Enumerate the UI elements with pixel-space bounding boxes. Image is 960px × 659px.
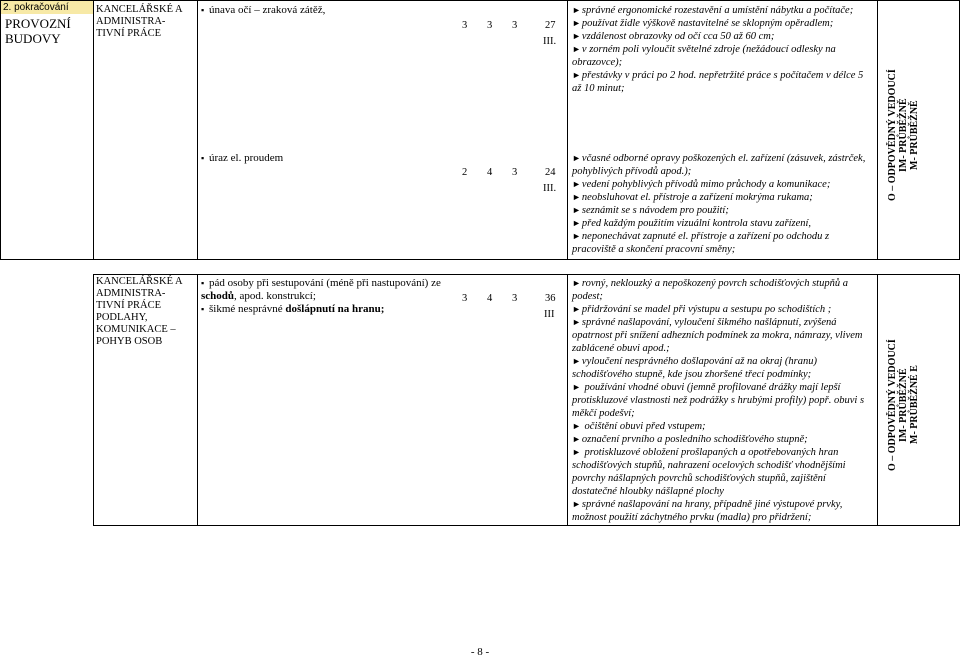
square-bullet-icon: ▪: [201, 153, 205, 163]
score-probability: 3: [462, 20, 468, 31]
workplace-line: KANCELÁŘSKÉ A: [96, 4, 183, 15]
col-divider-2b: [197, 274, 198, 525]
hazard-item: [201, 277, 445, 316]
hazard-text: šikmé nesprávné: [209, 303, 286, 315]
hazard-text: únava očí – zraková zátěž,: [209, 4, 326, 16]
responsible-line: O – ODPOVĚDNÝ VEDOUCÍ: [887, 69, 898, 201]
measure-item: ► vzdálenost obrazovky od očí cca 50 až 60 cm;: [572, 30, 870, 43]
workplace-2: [96, 276, 196, 348]
responsible-line: M- PRŮBĚŽNĚ: [909, 100, 920, 170]
score-severity: 4: [487, 167, 493, 178]
workplace-line: KANCELÁŘSKÉ A: [96, 276, 183, 287]
square-bullet-icon: ▪: [201, 5, 205, 15]
measure-item: ► správné našlapování, vyloučení šikmého našlápnutí, zvýšená opatrnost při snížení adhezních podmínek za mokra, námrazy, vlivem zablácené obuvi apod.;: [572, 316, 872, 355]
responsible-2: [887, 330, 920, 480]
risk-category: III.: [543, 36, 557, 47]
hazard-text: , apod. konstrukcí;: [234, 290, 316, 302]
hazard-item: [201, 152, 451, 165]
measure-item: ► správné našlapování na hrany, případně jiné výstupové prvky, možnost použití záchytného prvku (madla) pro přidržení;: [572, 498, 872, 524]
score-exposure: 3: [512, 167, 518, 178]
score-total: 36: [545, 293, 556, 304]
hazard-line: [201, 277, 445, 303]
measure-item: ► seznámit se s návodem pro použití;: [572, 204, 870, 217]
table-2-bottom-border: [93, 525, 960, 526]
measure-item: ► rovný, neklouzký a nepoškozený povrch schodišťových stupňů a podest;: [572, 277, 872, 303]
workplace-line: TIVNÍ PRÁCE: [96, 28, 162, 39]
hazard-text: pád osoby při sestupování (méně při nastupování) ze: [209, 277, 441, 289]
workplace-line: PODLAHY,: [96, 312, 148, 323]
measure-item: ► přidržování se madel při výstupu a sestupu po schodištích ;: [572, 303, 872, 316]
score-severity: 4: [487, 293, 493, 304]
measure-item: ► vyloučení nesprávného došlapování až na okraj (hranu) schodišťového stupně, kde jsou zhoršené třecí podmínky;: [572, 355, 872, 381]
measure-item: ► používat židle výškově nastavitelné se sklopným opěradlem;: [572, 17, 870, 30]
measure-item: ► očištění obuvi před vstupem;: [572, 420, 872, 433]
measure-item: ► označení prvního a posledního schodišťového stupně;: [572, 433, 872, 446]
hazard-text: úraz el. proudem: [209, 152, 284, 164]
score-probability: 3: [462, 293, 468, 304]
measure-item: ► používání vhodné obuvi (jemně profilované drážky mají lepší protiskluzové vlastnosti než podrážky s hrubými profily) popř. obuvi s měkčí podešví;: [572, 381, 872, 420]
hazard-text-bold: schodů: [201, 290, 235, 302]
workplace-line: ADMINISTRA-: [96, 16, 166, 27]
score-exposure: 3: [512, 20, 518, 31]
score-total: 24: [545, 167, 556, 178]
measures-list-1: [572, 4, 870, 95]
measures-list-3: [572, 277, 872, 524]
table-1-top-border: [0, 0, 960, 1]
workplace-line: POHYB OSOB: [96, 336, 163, 347]
risk-category: III.: [543, 183, 557, 194]
page-number: - 8 -: [470, 646, 490, 658]
col-divider-3: [567, 0, 568, 259]
col-divider-3b: [567, 274, 568, 525]
workplace-line: TIVNÍ PRÁCE: [96, 300, 162, 311]
area-label: 2. pokračování: [3, 2, 69, 13]
measure-item: ► neponechávat zapnuté el. přístroje a zařízení po odchodu z pracoviště a skončení pracovní směny;: [572, 230, 870, 256]
col-divider-1: [93, 0, 94, 259]
measure-item: ► v zorném poli vyloučit světelné zdroje (nežádoucí odlesky na obrazovce);: [572, 43, 870, 69]
measure-item: ► protiskluzové obložení prošlapaných a opotřebovaných hran schodišťových stupňů, nahrazení ocelových schodišť vhodnějšími povrchy nášlapných povrchů schodišťových stupňů, zajištění dostatečné hloubky nášlapné plochy: [572, 446, 872, 498]
square-bullet-icon: ▪: [201, 278, 205, 288]
col-divider-2: [197, 0, 198, 259]
responsible-1: [887, 60, 920, 210]
workplace-line: ADMINISTRA-: [96, 288, 166, 299]
score-total: 27: [545, 20, 556, 31]
score-probability: 2: [462, 167, 468, 178]
square-bullet-icon: ▪: [201, 304, 205, 314]
measure-item: ► včasné odborné opravy poškozených el. zařízení (zásuvek, zástrček, pohyblivých přívodů apod.);: [572, 152, 870, 178]
measure-item: ► vedení pohyblivých přívodů mimo průchody a komunikace;: [572, 178, 870, 191]
score-severity: 3: [487, 20, 493, 31]
area-title: PROVOZNÍ BUDOVY: [5, 16, 71, 46]
measure-item: ► přestávky v práci po 2 hod. nepřetržité práce s počítačem v délce 5 až 10 minut;: [572, 69, 870, 95]
hazard-item: [201, 4, 451, 17]
measure-item: ► správné ergonomické rozestavění a umístění nábytku a počítače;: [572, 4, 870, 17]
table-1-bottom-border: [0, 259, 960, 260]
hazard-line: [201, 303, 445, 316]
workplace-1: [96, 4, 196, 40]
hazard-text-bold: došlápnutí na hranu;: [285, 303, 385, 315]
col-divider-4: [877, 0, 878, 259]
col-divider-4b: [877, 274, 878, 525]
responsible-line: O – ODPOVĚDNÝ VEDOUCÍ: [887, 339, 898, 471]
measure-item: ► neobsluhovat el. přístroje a zařízení mokrýma rukama;: [572, 191, 870, 204]
responsible-line: M- PRŮBĚŽNÉ E: [909, 365, 920, 445]
responsible-line: IM- PRŮBĚŽNĚ: [898, 98, 909, 172]
measures-list-2: [572, 152, 870, 256]
risk-category: III: [544, 309, 555, 320]
table-2-top-border: [93, 274, 960, 275]
workplace-line: KOMUNIKACE –: [96, 324, 176, 335]
score-exposure: 3: [512, 293, 518, 304]
responsible-line: IM- PRŮBĚŽNÉ: [898, 368, 909, 442]
measure-item: ► před každým použitím vizuální kontrola stavu zařízení,: [572, 217, 870, 230]
